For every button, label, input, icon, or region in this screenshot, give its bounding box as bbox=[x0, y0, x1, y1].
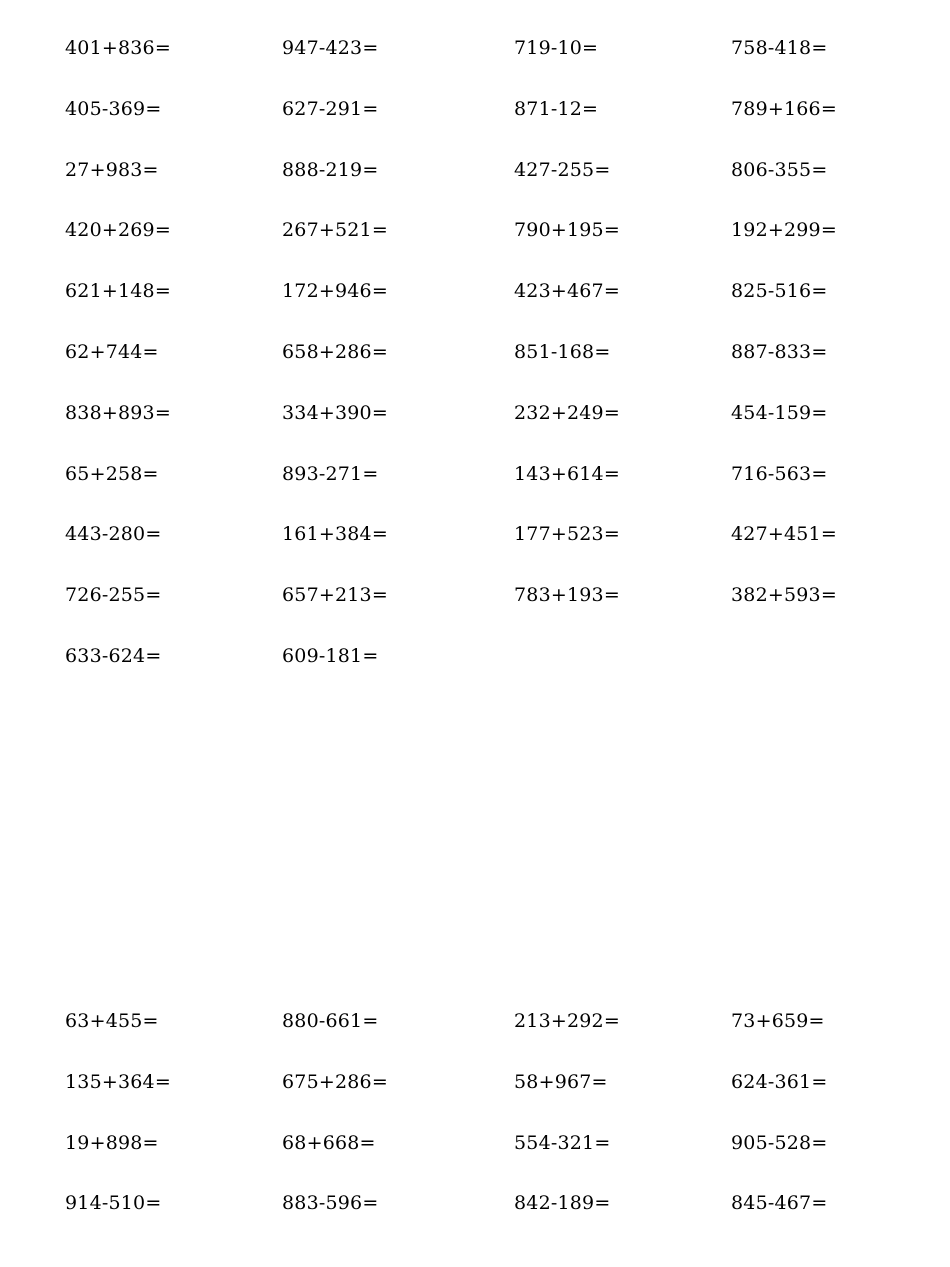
arithmetic-problem: 758-418= bbox=[731, 37, 828, 59]
arithmetic-problem: 554-321= bbox=[514, 1131, 611, 1154]
arithmetic-problem: 905-528= bbox=[731, 1131, 828, 1154]
arithmetic-problem: 851-168= bbox=[514, 340, 611, 363]
problem-block-top bbox=[0, 30, 950, 699]
arithmetic-problem: 62+744= bbox=[65, 340, 159, 363]
arithmetic-problem: 726-255= bbox=[65, 584, 162, 607]
arithmetic-problem: 947-423= bbox=[282, 37, 379, 59]
arithmetic-problem: 621+148= bbox=[65, 280, 171, 303]
arithmetic-problem: 845-467= bbox=[731, 1192, 828, 1215]
arithmetic-problem: 161+384= bbox=[282, 523, 388, 546]
arithmetic-problem: 192+299= bbox=[731, 219, 837, 242]
arithmetic-problem: 806-355= bbox=[731, 158, 828, 181]
problem-row bbox=[0, 638, 950, 699]
problem-row bbox=[0, 516, 950, 577]
arithmetic-problem: 633-624= bbox=[65, 644, 162, 667]
arithmetic-problem: 427-255= bbox=[514, 158, 611, 181]
arithmetic-problem: 65+258= bbox=[65, 462, 159, 485]
arithmetic-problem: 423+467= bbox=[514, 280, 620, 303]
problem-row bbox=[0, 152, 950, 213]
arithmetic-problem: 177+523= bbox=[514, 523, 620, 546]
arithmetic-problem: 63+455= bbox=[65, 1010, 159, 1032]
arithmetic-problem: 825-516= bbox=[731, 280, 828, 303]
arithmetic-problem: 27+983= bbox=[65, 158, 159, 181]
arithmetic-problem: 719-10= bbox=[514, 37, 599, 59]
arithmetic-problem: 401+836= bbox=[65, 37, 171, 59]
problem-row bbox=[0, 1125, 950, 1186]
arithmetic-problem: 657+213= bbox=[282, 584, 388, 607]
arithmetic-problem: 405-369= bbox=[65, 97, 162, 120]
arithmetic-problem: 783+193= bbox=[514, 584, 620, 607]
problem-row bbox=[0, 91, 950, 152]
arithmetic-problem: 427+451= bbox=[731, 523, 837, 546]
arithmetic-problem: 627-291= bbox=[282, 97, 379, 120]
problem-row bbox=[0, 334, 950, 395]
arithmetic-problem: 624-361= bbox=[731, 1070, 828, 1093]
problem-row bbox=[0, 1185, 950, 1246]
arithmetic-problem: 716-563= bbox=[731, 462, 828, 485]
arithmetic-problem: 888-219= bbox=[282, 158, 379, 181]
arithmetic-problem: 838+893= bbox=[65, 401, 171, 424]
arithmetic-problem: 58+967= bbox=[514, 1070, 608, 1093]
arithmetic-problem: 883-596= bbox=[282, 1192, 379, 1215]
arithmetic-problem: 609-181= bbox=[282, 644, 379, 667]
arithmetic-problem: 334+390= bbox=[282, 401, 388, 424]
arithmetic-problem: 267+521= bbox=[282, 219, 388, 242]
problem-row bbox=[0, 456, 950, 517]
arithmetic-problem: 893-271= bbox=[282, 462, 379, 485]
arithmetic-problem: 143+614= bbox=[514, 462, 620, 485]
problem-row bbox=[0, 30, 950, 91]
arithmetic-problem: 443-280= bbox=[65, 523, 162, 546]
arithmetic-problem: 871-12= bbox=[514, 97, 599, 120]
problem-row bbox=[0, 1064, 950, 1125]
arithmetic-problem: 73+659= bbox=[731, 1010, 825, 1032]
arithmetic-problem: 172+946= bbox=[282, 280, 388, 303]
arithmetic-problem: 420+269= bbox=[65, 219, 171, 242]
arithmetic-problem: 842-189= bbox=[514, 1192, 611, 1215]
problem-row bbox=[0, 212, 950, 273]
arithmetic-problem: 790+195= bbox=[514, 219, 620, 242]
arithmetic-problem: 454-159= bbox=[731, 401, 828, 424]
arithmetic-problem: 914-510= bbox=[65, 1192, 162, 1215]
arithmetic-problem: 382+593= bbox=[731, 584, 837, 607]
problem-row bbox=[0, 1003, 950, 1064]
arithmetic-problem: 19+898= bbox=[65, 1131, 159, 1154]
arithmetic-problem: 675+286= bbox=[282, 1070, 388, 1093]
arithmetic-problem: 789+166= bbox=[731, 97, 837, 120]
problem-block-bottom bbox=[0, 1003, 950, 1246]
arithmetic-problem: 68+668= bbox=[282, 1131, 376, 1154]
arithmetic-problem: 880-661= bbox=[282, 1010, 379, 1032]
arithmetic-problem: 887-833= bbox=[731, 340, 828, 363]
arithmetic-problem: 232+249= bbox=[514, 401, 620, 424]
arithmetic-problem: 658+286= bbox=[282, 340, 388, 363]
arithmetic-problem: 135+364= bbox=[65, 1070, 171, 1093]
problem-row bbox=[0, 577, 950, 638]
problem-row bbox=[0, 395, 950, 456]
arithmetic-problem: 213+292= bbox=[514, 1010, 620, 1032]
problem-row bbox=[0, 273, 950, 334]
